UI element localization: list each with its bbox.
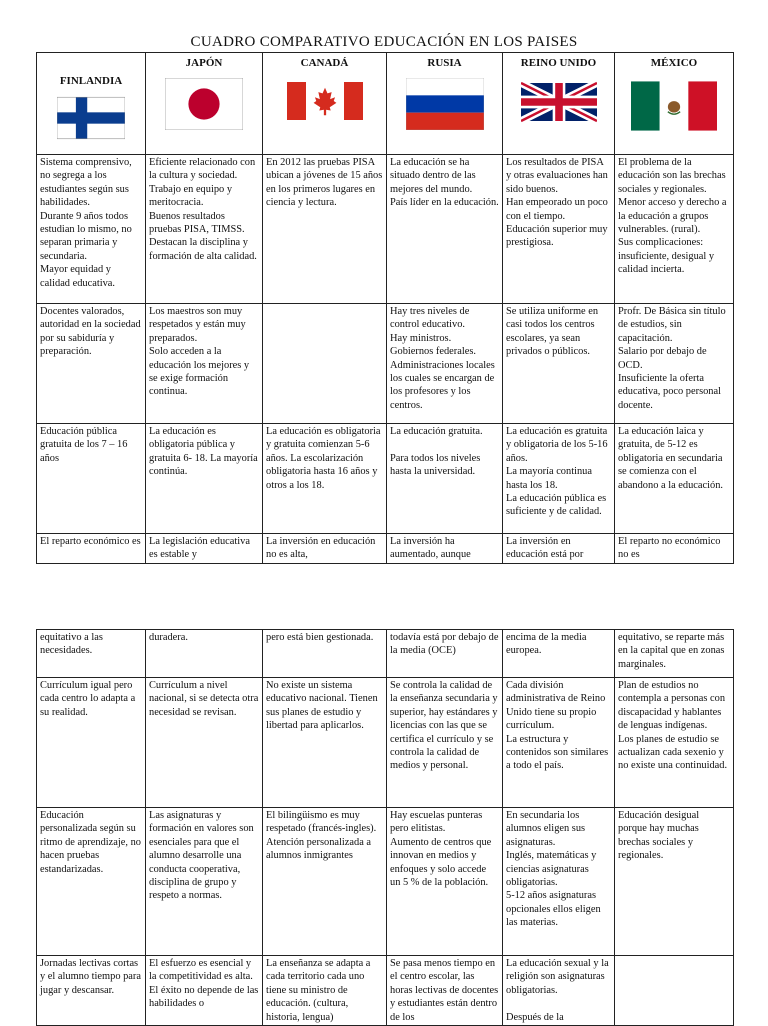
table-row (37, 155, 734, 304)
table-row (37, 534, 734, 564)
table-cell: El reparto no económico no es (615, 534, 734, 564)
table-cell: Los maestros son muy respetados y están muy preparados. Solo acceden a la educación los mejores y se exige formación continua. (146, 304, 263, 424)
table-cell: todavía está por debajo de la media (OCE) (387, 630, 503, 678)
table-row (37, 424, 734, 534)
table-cell: La educación se ha situado dentro de las mejores del mundo. País líder en la educación. (387, 155, 503, 304)
table-cell: La enseñanza se adapta a cada territorio cada uno tiene su ministro de educación. (cultura, historia, lengua) (263, 956, 387, 1026)
table-cell: La inversión ha aumentado, aunque (387, 534, 503, 564)
header-reino-unido (503, 53, 615, 155)
table-cell: La inversión en educación está por (503, 534, 615, 564)
country-name: JAPÓN (185, 57, 223, 69)
header-mexico (615, 53, 734, 155)
table-cell: Docentes valorados, autoridad en la sociedad por su sabiduría y preparación. (37, 304, 146, 424)
table-row (37, 304, 734, 424)
table-cell: Cada división administrativa de Reino Unido tiene su propio currículum. La estructura y contenidos son similares a todo el país. (503, 678, 615, 808)
header-finlandia (37, 53, 146, 155)
table-cell: La educación es obligatoria pública y gratuita 6- 18. La mayoría continúa. (146, 424, 263, 534)
header-japon (146, 53, 263, 155)
table-cell: Profr. De Básica sin título de estudios, sin capacitación. Salario por debajo de OCD. Insuficiente la oferta educativa, poco personal docente. (615, 304, 734, 424)
comparison-table-page-1 (36, 52, 734, 564)
table-cell: El reparto económico es (37, 534, 146, 564)
table-cell: Se pasa menos tiempo en el centro escolar, las horas lectivas de docentes y estudiantes están dentro de los (387, 956, 503, 1026)
table-cell: Hay tres niveles de control educativo. Hay ministros. Gobiernos federales. Administraciones locales los cuales se encargan de los profesores y los centros. (387, 304, 503, 424)
table-cell: Se controla la calidad de la enseñanza secundaria y superior, hay estándares y licencias con las que se certifica el currículo y se controla la calidad de medios y personal. (387, 678, 503, 808)
table-cell: pero está bien gestionada. (263, 630, 387, 678)
table-cell: En 2012 las pruebas PISA ubican a jóvenes de 15 años en los primeros lugares en ciencia y lectura. (263, 155, 387, 304)
table-cell: Los resultados de PISA y otras evaluaciones han sido buenos. Han empeorado un poco con el tiempo. Educación superior muy prestigiosa. (503, 155, 615, 304)
table-cell: El esfuerzo es esencial y la competitividad es alta. El éxito no depende de las habilidades o (146, 956, 263, 1026)
table-cell: Educación desigual porque hay muchas brechas sociales y regionales. (615, 808, 734, 956)
uk-flag-icon (521, 78, 597, 126)
table-cell: La educación laica y gratuita, de 5-12 es obligatoria en secundaria se comienza con el abandono a la educación. (615, 424, 734, 534)
table-cell: El bilingüismo es muy respetado (francés-ingles). Atención personalizada a alumnos inmigrantes (263, 808, 387, 956)
header-rusia (387, 53, 503, 155)
table-cell: Educación pública gratuita de los 7 – 16 años (37, 424, 146, 534)
header-canada (263, 53, 387, 155)
table-cell: Jornadas lectivas cortas y el alumno tiempo para jugar y descansar. (37, 956, 146, 1026)
table-cell: La legislación educativa es estable y (146, 534, 263, 564)
table-cell: No existe un sistema educativo nacional. Tienen sus planes de estudio y libertad para aplicarlos. (263, 678, 387, 808)
table-row (37, 808, 734, 956)
table-row (37, 956, 734, 1026)
table-cell (615, 956, 734, 1026)
comparison-table-page-2 (36, 629, 734, 1026)
table-cell: Eficiente relacionado con la cultura y sociedad. Trabajo en equipo y meritocracia. Buenos resultados pruebas PISA, TIMSS. Destacan la disciplina y formación de alta calidad. (146, 155, 263, 304)
table-cell: Hay escuelas punteras pero elitistas. Aumento de centros que innovan en medios y enfoques y solo accede un 5 % de la población. (387, 808, 503, 956)
japan-flag-icon (165, 78, 243, 130)
finland-flag-icon (57, 96, 125, 140)
page-title: CUADRO COMPARATIVO EDUCACIÓN EN LOS PAISES (190, 34, 578, 50)
table-row (37, 630, 734, 678)
table-cell: En secundaria los alumnos eligen sus asignaturas. Inglés, matemáticas y ciencias asignaturas obligatorias. 5-12 años asignaturas opcionales ellos eligen las materias. (503, 808, 615, 956)
table-cell: equitativo, se reparte más en la capital que en zonas marginales. (615, 630, 734, 678)
table-cell: Educación personalizada según su ritmo de aprendizaje, no hacen pruebas estandarizadas. (37, 808, 146, 956)
country-name: CANADÁ (300, 57, 349, 69)
table-cell: El problema de la educación son las brechas sociales y regionales. Menor acceso y derecho a la educación a grupos vulnerables. (rural). Sus complicaciones: insuficiente, desigual y calidad incierta. (615, 155, 734, 304)
table-cell: equitativo a las necesidades. (37, 630, 146, 678)
country-name: REINO UNIDO (520, 57, 597, 69)
table-row (37, 678, 734, 808)
table-cell: Currículum igual pero cada centro lo adapta a su realidad. (37, 678, 146, 808)
table-cell: duradera. (146, 630, 263, 678)
table-cell: Se utiliza uniforme en casi todos los centros escolares, ya sean privados o públicos. (503, 304, 615, 424)
country-name: FINLANDIA (59, 75, 123, 87)
table-cell: La educación gratuita. Para todos los niveles hasta la universidad. (387, 424, 503, 534)
table-cell: La inversión en educación no es alta, (263, 534, 387, 564)
country-name: RUSIA (427, 57, 462, 69)
table-cell: Plan de estudios no contempla a personas con discapacidad y hablantes de lenguas indígenas. Los planes de estudio se actualizan cada sexenio y no existe una continuidad. (615, 678, 734, 808)
table-cell: Currículum a nivel nacional, si se detecta otra necesidad se revisan. (146, 678, 263, 808)
table-cell: Sistema comprensivo, no segrega a los estudiantes según sus habilidades. Durante 9 años todos estudian lo mismo, no separan primaria y secundaria. Mayor equidad y calidad educativa. (37, 155, 146, 304)
table-cell: La educación es gratuita y obligatoria de los 5-16 años. La mayoría continua hasta los 18. La educación pública es suficiente y de calidad. (503, 424, 615, 534)
table-cell (263, 304, 387, 424)
table-cell: La educación sexual y la religión son asignaturas obligatorias. Después de la (503, 956, 615, 1026)
canada-flag-icon (287, 78, 363, 124)
table-cell: Las asignaturas y formación en valores son esenciales para que el alumno desarrolle una conducta cooperativa, disciplina de grupo y respeto a normas. (146, 808, 263, 956)
mexico-flag-icon (631, 78, 717, 134)
header-row (37, 53, 734, 155)
country-name: MÉXICO (650, 57, 698, 69)
table-cell: La educación es obligatoria y gratuita comienzan 5-6 años. La escolarización obligatoria hasta 16 años y otros a los 18. (263, 424, 387, 534)
russia-flag-icon (406, 78, 484, 130)
table-cell: encima de la media europea. (503, 630, 615, 678)
